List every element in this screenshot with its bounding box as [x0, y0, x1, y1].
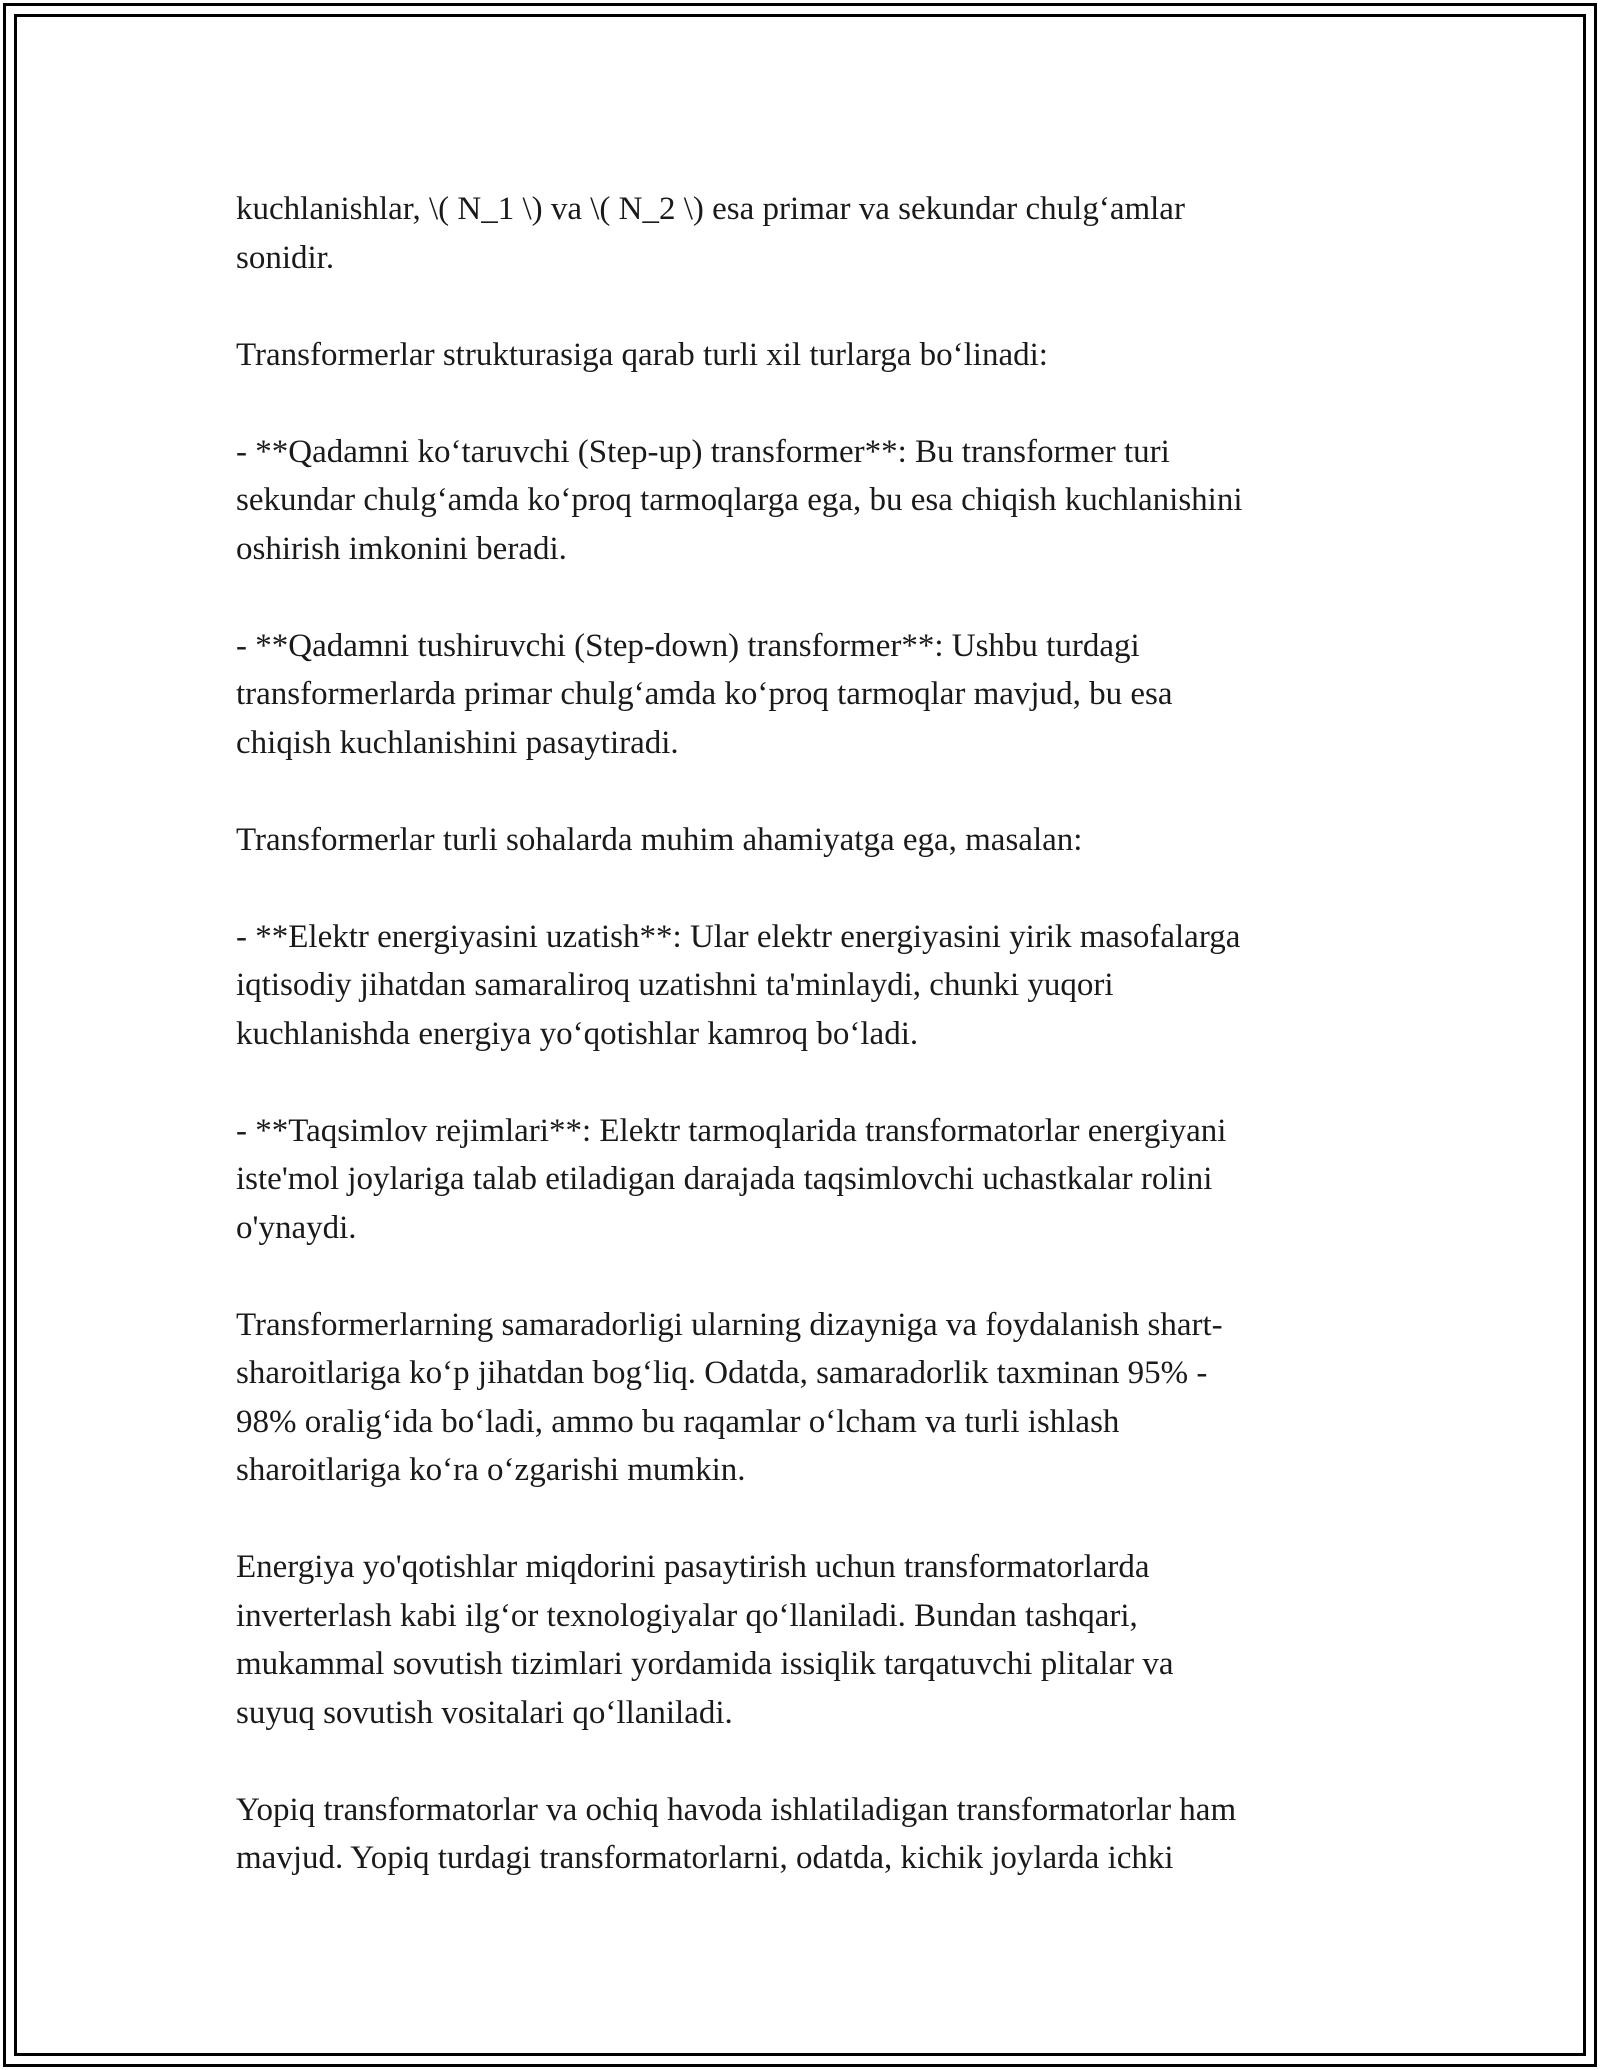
paragraph-loss-reduction: Energiya yo'qotishlar miqdorini pasaytirish uchun transformatorlarda inverterlash kabi ilg‘or texnologiyalar qo‘llaniladi. Bundan tashqari, mukammal sovutish tizimlari yordamida issiqlik tarqatuvchi plitalar va suyuq sovutish vositalari qo‘llaniladi.	[236, 1549, 1174, 1731]
paragraph-formula-note: kuchlanishlar, \( N_1 \) va \( N_2 \) esa primar va sekundar chulg‘amlar sonidir.	[236, 191, 1185, 276]
list-item-step-down: - **Qadamni tushiruvchi (Step-down) transformer**: Ushbu turdagi transformerlarda primar chulg‘amda ko‘proq tarmoqlar mavjud, bu esa chiqish kuchlanishini pasaytiradi.	[236, 627, 1173, 761]
paragraph-types-intro: Transformerlar strukturasiga qarab turli xil turlarga bo‘linadi:	[236, 336, 1048, 373]
document-body	[236, 185, 1376, 1883]
paragraph-applications-intro: Transformerlar turli sohalarda muhim ahamiyatga ega, masalan:	[236, 821, 1083, 858]
list-item-step-up: - **Qadamni ko‘taruvchi (Step-up) transformer**: Bu transformer turi sekundar chulg‘amda ko‘proq tarmoqlarga ega, bu esa chiqish kuchlanishini oshirish imkonini beradi.	[236, 433, 1243, 567]
paragraph-efficiency: Transformerlarning samaradorligi ularning dizayniga va foydalanish shart- sharoitlariga ko‘p jihatdan bog‘liq. Odatda, samaradorlik taxminan 95% - 98% oralig‘ida bo‘ladi, ammo bu raqamlar o‘lcham va turli ishlash sharoitlariga ko‘ra o‘zgarishi mumkin.	[236, 1306, 1223, 1488]
paragraph-enclosed-outdoor: Yopiq transformatorlar va ochiq havoda ishlatiladigan transformatorlar ham mavjud. Yopiq turdagi transformatorlarni, odatda, kichik joylarda ichki	[236, 1791, 1237, 1876]
list-item-distribution: - **Taqsimlov rejimlari**: Elektr tarmoqlarida transformatorlar energiyani iste'mol joylariga talab etiladigan darajada taqsimlovchi uchastkalar rolini o'ynaydi.	[236, 1112, 1227, 1246]
list-item-energy-transmission: - **Elektr energiyasini uzatish**: Ular elektr energiyasini yirik masofalarga iqtisodiy jihatdan samaraliroq uzatishni ta'minlaydi, chunki yuqori kuchlanishda energiya yo‘qotishlar kamroq bo‘ladi.	[236, 918, 1241, 1052]
